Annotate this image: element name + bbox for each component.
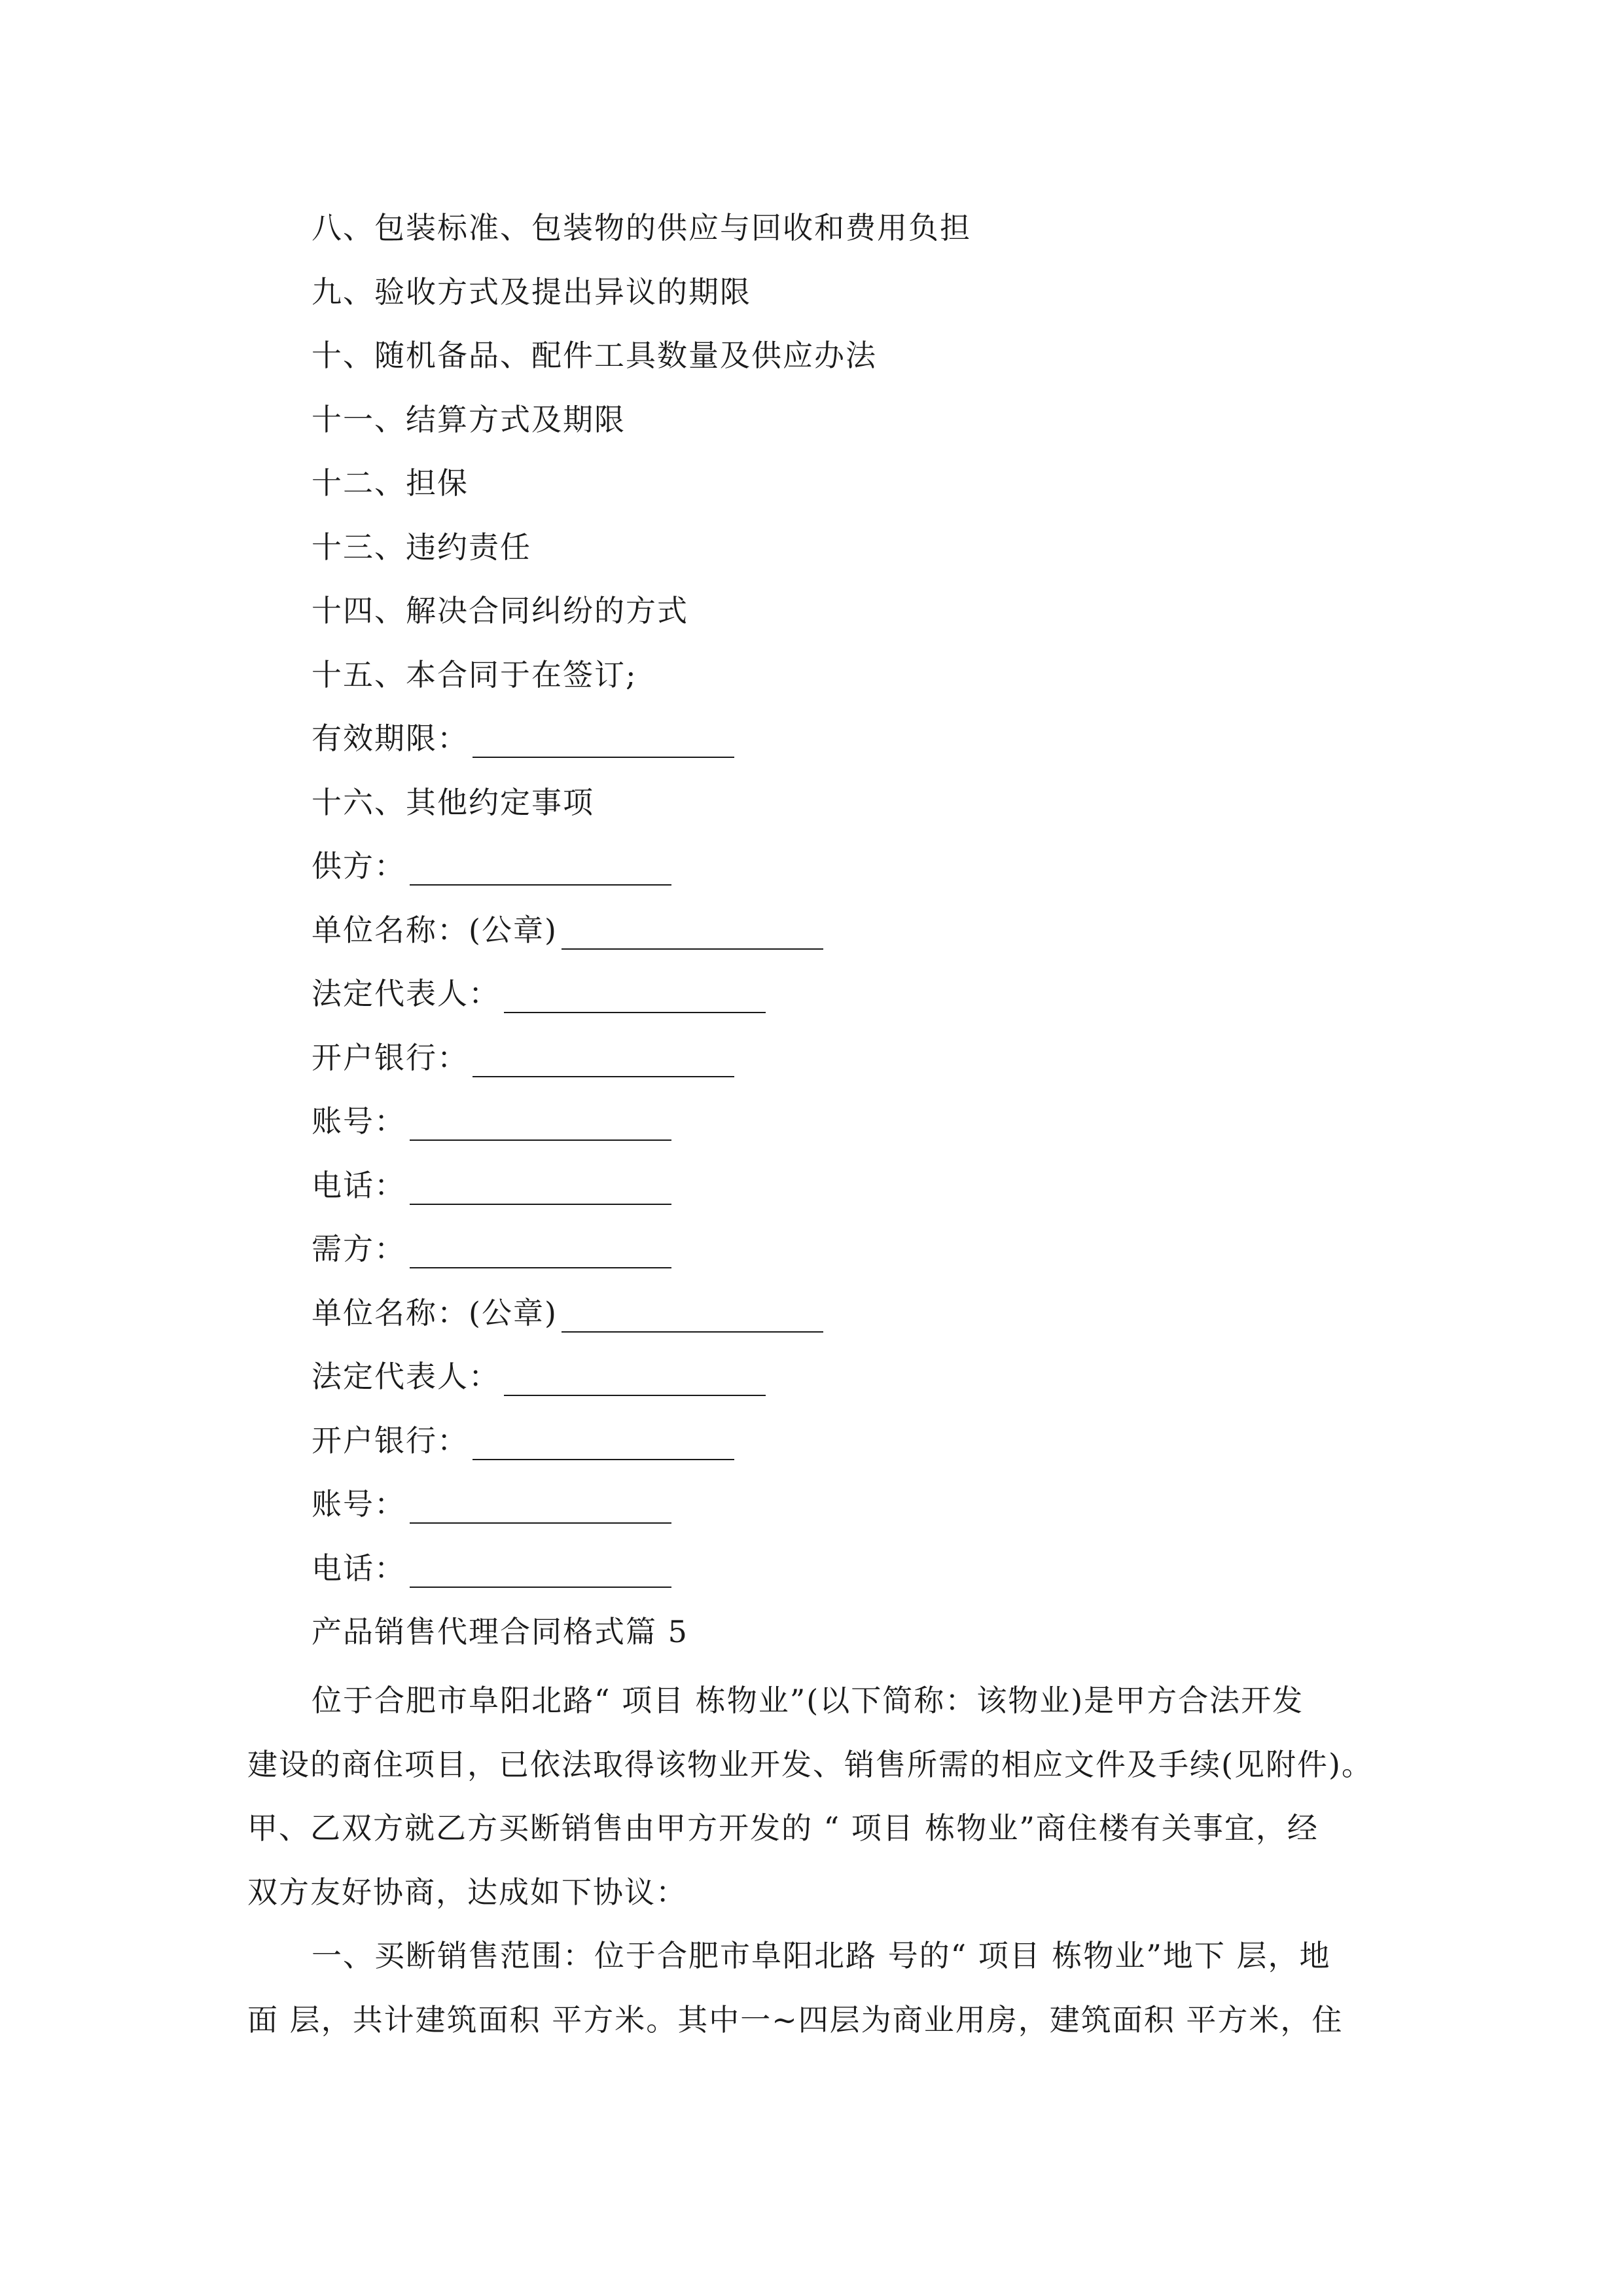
- clause-line: [312, 591, 688, 630]
- form-field-row: [312, 719, 734, 758]
- clause-line: [312, 783, 594, 822]
- form-field-label: 法定代表人：: [312, 976, 500, 1011]
- clause-text: 产品销售代理合同格式篇 5: [312, 1614, 688, 1649]
- fill-in-blank[interactable]: [410, 1234, 671, 1268]
- form-field-label: 账号：: [312, 1103, 406, 1139]
- fill-in-blank[interactable]: [410, 1554, 671, 1588]
- clause-text: 十六、其他约定事项: [312, 784, 594, 820]
- paragraph-line: 双方友好协商，达成如下协议：: [247, 1874, 687, 1910]
- clause-line: [312, 272, 751, 312]
- clause-text: 九、验收方式及提出异议的期限: [312, 274, 751, 310]
- paragraph-line: 面 层，共计建筑面积 平方米。其中一~四层为商业用房，建筑面积 平方米，住: [247, 2001, 1344, 2037]
- clause-text: 十三、违约责任: [312, 529, 531, 565]
- clause-text: 十、随机备品、配件工具数量及供应办法: [312, 338, 877, 373]
- clause-line: [312, 336, 877, 375]
- form-field-row: [312, 974, 766, 1013]
- form-field-row: [312, 1293, 823, 1333]
- form-field-row: [312, 1484, 671, 1524]
- fill-in-blank[interactable]: [504, 1362, 766, 1396]
- form-field-label: 账号：: [312, 1486, 406, 1522]
- form-field-label: 单位名称：(公章): [312, 1295, 558, 1331]
- paragraph-line: 建设的商住项目，已依法取得该物业开发、销售所需的相应文件及手续(见附件)。: [247, 1746, 1373, 1782]
- form-field-row: [312, 1102, 671, 1141]
- fill-in-blank[interactable]: [473, 724, 734, 758]
- fill-in-blank[interactable]: [473, 1426, 734, 1460]
- clause-line: [312, 1612, 688, 1651]
- fill-in-blank[interactable]: [410, 1490, 671, 1524]
- clause-text: 十一、结算方式及期限: [312, 401, 626, 437]
- clause-line: [312, 208, 971, 247]
- fill-in-blank[interactable]: [473, 1043, 734, 1077]
- form-field-label: 法定代表人：: [312, 1359, 500, 1394]
- form-field-label: 供方：: [312, 848, 406, 884]
- paragraph-line: 一、买断销售范围：位于合肥市阜阳北路 号的“ 项目 栋物业”地下 层，地: [312, 1938, 1331, 1973]
- form-field-label: 有效期限：: [312, 721, 469, 756]
- form-field-label: 开户银行：: [312, 1422, 469, 1458]
- paragraph-line: 位于合肥市阜阳北路“ 项目 栋物业”(以下简称：该物业)是甲方合法开发: [312, 1683, 1304, 1718]
- clause-text: 十四、解决合同纠纷的方式: [312, 593, 688, 628]
- fill-in-blank[interactable]: [410, 1107, 671, 1141]
- form-field-label: 单位名称：(公章): [312, 912, 558, 948]
- form-field-row: [312, 1166, 671, 1205]
- fill-in-blank[interactable]: [562, 1299, 823, 1333]
- form-field-row: [312, 1421, 734, 1460]
- paragraph-sales-scope: [247, 1924, 1419, 2052]
- clause-text: 十二、担保: [312, 465, 469, 501]
- clause-line: [312, 400, 626, 439]
- form-field-row: [312, 846, 671, 886]
- clause-line: [312, 463, 469, 503]
- form-field-row: [312, 1549, 671, 1588]
- form-field-label: 需方：: [312, 1231, 406, 1266]
- clause-text: 十五、本合同于在签订;: [312, 656, 637, 692]
- form-field-row: [312, 910, 823, 950]
- form-field-row: [312, 1357, 766, 1396]
- form-field-label: 电话：: [312, 1550, 406, 1586]
- fill-in-blank[interactable]: [410, 852, 671, 886]
- paragraph-scope-intro: [247, 1669, 1419, 1924]
- fill-in-blank[interactable]: [504, 979, 766, 1013]
- clause-line: [312, 655, 637, 694]
- form-field-row: [312, 1038, 734, 1077]
- paragraph-line: 甲、乙双方就乙方买断销售由甲方开发的 “ 项目 栋物业”商住楼有关事宜，经: [247, 1810, 1319, 1846]
- form-field-label: 开户银行：: [312, 1039, 469, 1075]
- clause-text: 八、包装标准、包装物的供应与回收和费用负担: [312, 210, 971, 245]
- form-field-row: [312, 1229, 671, 1268]
- fill-in-blank[interactable]: [562, 916, 823, 950]
- fill-in-blank[interactable]: [410, 1171, 671, 1205]
- clause-line: [312, 528, 531, 567]
- form-field-label: 电话：: [312, 1167, 406, 1203]
